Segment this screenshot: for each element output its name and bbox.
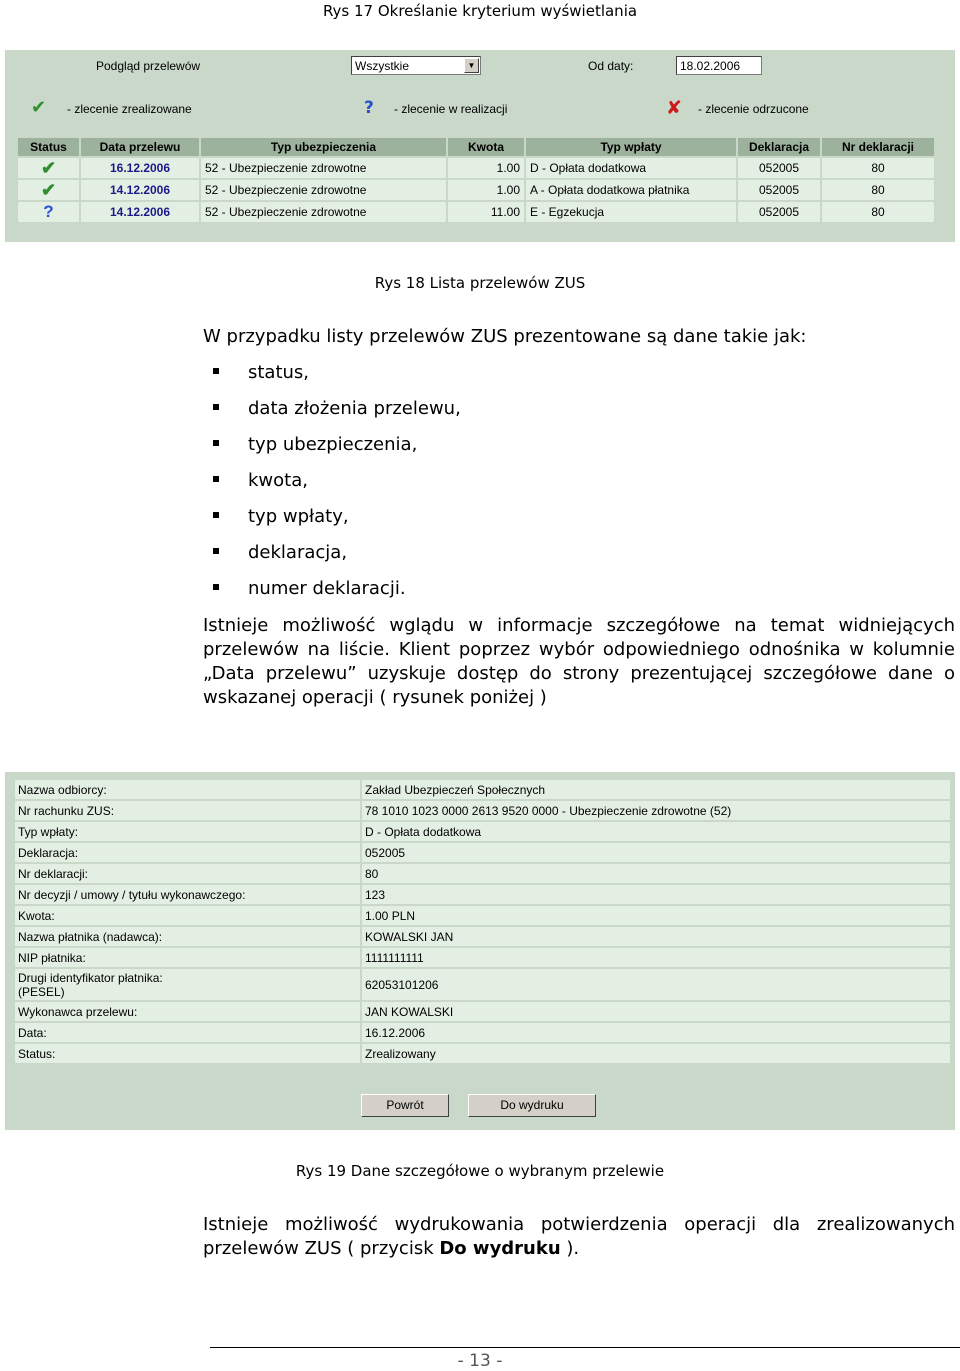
date-from-label: Od daty: [588,59,634,73]
detail-label-text: Status: [18,1046,56,1061]
bullet-marker [213,368,219,374]
bullet-marker [213,476,219,482]
detail-row [15,822,950,841]
bullet-item: typ wpłaty, [248,506,349,527]
detail-label [15,948,360,967]
detail-label [15,1023,360,1042]
col-insurance: Typ ubezpieczenia [201,138,446,156]
payment-type-cell: E - Egzekucja [526,202,736,222]
question-icon: ? [43,202,54,221]
table-row [18,158,934,178]
detail-value: 052005 [362,843,950,862]
date-link[interactable] [81,180,199,200]
detail-label [15,927,360,946]
detail-row [15,969,950,1000]
detail-value: 78 1010 1023 0000 2613 9520 0000 - Ubezpieczenie zdrowotne (52) [362,801,950,820]
amount-cell: 11.00 [448,202,524,222]
final-line-2-post: ). [560,1238,580,1259]
final-line-2 [203,1237,579,1261]
detail-label-text: Drugi identyfikator płatnika: [18,970,163,985]
col-status: Status [18,138,79,156]
print-button-reference: Do wydruku [439,1238,561,1259]
check-icon: ✔ [31,97,47,118]
detail-row [15,927,950,946]
view-filter-label: Podgląd przelewów [96,59,201,73]
detail-label [15,1044,360,1063]
bullet-item: typ ubezpieczenia, [248,434,418,455]
detail-label [15,969,360,1000]
footer-divider [210,1347,960,1348]
insurance-cell: 52 - Ubezpieczenie zdrowotne [201,202,446,222]
date-link-text[interactable]: 16.12.2006 [109,161,171,175]
decl-no-cell: 80 [822,158,934,178]
col-payment-type: Typ wpłaty [526,138,736,156]
check-icon: ✔ [40,158,57,178]
detail-label-text: Wykonawca przelewu: [18,1004,138,1019]
amount-cell: 1.00 [448,158,524,178]
legend-done: - zlecenie zrealizowane [67,102,192,116]
detail-label-text: Data: [18,1025,47,1040]
bullet-item: numer deklaracji. [248,578,406,599]
detail-label [15,1002,360,1021]
final-line-2-pre: przelewów ZUS ( przycisk [203,1238,440,1259]
detail-label-text: Nr deklaracji: [18,866,89,881]
detail-value: 1.00 PLN [362,906,950,925]
payment-type-cell: A - Opłata dodatkowa płatnika [526,180,736,200]
bullet-marker [213,584,219,590]
detail-label [15,780,360,799]
paragraph-line: wskazanej operacji ( rysunek poniżej ) [203,687,547,708]
detail-label-text: NIP płatnika: [18,950,86,965]
date-from-input[interactable] [676,56,762,75]
detail-row [15,1002,950,1021]
detail-row [15,948,950,967]
figure-caption-18: Rys 18 Lista przelewów ZUS [374,274,586,292]
bullet-marker [213,404,219,410]
status-cell [18,158,79,178]
col-declaration: Deklaracja [738,138,820,156]
detail-row [15,906,950,925]
bullet-marker [213,548,219,554]
detail-label [15,906,360,925]
detail-label-text: Typ wpłaty: [18,824,79,839]
check-icon: ✔ [40,180,57,200]
date-link[interactable] [81,202,199,222]
bullet-item: deklaracja, [248,542,348,563]
detail-row [15,1023,950,1042]
legend-rejected: - zlecenie odrzucone [698,102,809,116]
paragraph-line: przelewów na liście. Klient poprzez wybór odpowiedniego odnośnika w kolumnie [203,639,955,660]
detail-label-text: Nr rachunku ZUS: [18,803,115,818]
table-header-row [18,138,934,156]
intro-text: W przypadku listy przelewów ZUS prezentowane są dane takie jak: [203,326,807,347]
detail-row [15,864,950,883]
decl-no-cell: 80 [822,180,934,200]
amount-cell: 1.00 [448,180,524,200]
detail-label [15,843,360,862]
col-date: Data przelewu [81,138,199,156]
decl-no-cell: 80 [822,202,934,222]
page-number: - 13 - [457,1351,503,1371]
bullet-marker [213,440,219,446]
detail-value: Zakład Ubezpieczeń Społecznych [362,780,950,799]
table-row [18,202,934,222]
detail-row [15,1044,950,1063]
view-filter-value: Wszystkie [355,59,409,73]
figure-caption-17: Rys 17 Określanie kryterium wyświetlania [322,2,638,20]
question-icon: ? [364,98,374,118]
detail-row [15,801,950,820]
date-link-text[interactable]: 14.12.2006 [109,205,171,219]
detail-row [15,885,950,904]
detail-label-text: Nazwa płatnika (nadawca): [18,929,163,944]
insurance-cell: 52 - Ubezpieczenie zdrowotne [201,180,446,200]
payment-type-cell: D - Opłata dodatkowa [526,158,736,178]
detail-value: 62053101206 [362,969,950,1000]
bullet-marker [213,512,219,518]
back-button[interactable]: Powrót [361,1094,449,1117]
date-link-text[interactable]: 14.12.2006 [109,183,171,197]
transfer-details-panel [5,772,955,1130]
view-filter-select[interactable] [351,56,481,75]
paragraph-line: Istnieje możliwość wglądu w informacje szczegółowe na temat widniejących [203,615,955,636]
table-row [18,180,934,200]
bullet-item: data złożenia przelewu, [248,398,461,419]
detail-label-text: Kwota: [18,908,55,923]
detail-label-text-2: (PESEL) [18,984,65,999]
detail-value: 123 [362,885,950,904]
declaration-cell: 052005 [738,202,820,222]
print-button[interactable]: Do wydruku [468,1094,596,1117]
insurance-cell: 52 - Ubezpieczenie zdrowotne [201,158,446,178]
cross-icon: ✘ [666,97,682,119]
detail-label [15,822,360,841]
detail-value: Zrealizowany [362,1044,950,1063]
declaration-cell: 052005 [738,180,820,200]
detail-row [15,843,950,862]
detail-label [15,885,360,904]
details-table [13,778,952,1065]
status-cell [18,180,79,200]
detail-value: D - Opłata dodatkowa [362,822,950,841]
date-from-value: 18.02.2006 [680,59,741,73]
detail-label-text: Deklaracja: [18,845,79,860]
col-decl-no: Nr deklaracji [822,138,934,156]
figure-caption-19: Rys 19 Dane szczegółowe o wybranym przelewie [295,1162,665,1180]
bullet-item: status, [248,362,310,383]
legend-in-progress: - zlecenie w realizacji [394,102,508,116]
date-link[interactable] [81,158,199,178]
detail-row [15,780,950,799]
bullet-item: kwota, [248,470,308,491]
detail-value: 16.12.2006 [362,1023,950,1042]
detail-label [15,801,360,820]
transfers-table [16,136,936,224]
detail-label-text: Nr decyzji / umowy / tytułu wykonawczego: [18,887,246,902]
detail-value: JAN KOWALSKI [362,1002,950,1021]
declaration-cell: 052005 [738,158,820,178]
col-amount: Kwota [448,138,524,156]
detail-value: KOWALSKI JAN [362,927,950,946]
detail-value: 1111111111 [362,948,950,967]
status-cell [18,202,79,222]
detail-label-text: Nazwa odbiorcy: [18,782,107,797]
detail-value: 80 [362,864,950,883]
paragraph-line: „Data przelewu” uzyskuje dostęp do strony prezentującej szczegółowe dane o [203,663,955,684]
final-line-1: Istnieje możliwość wydrukowania potwierdzenia operacji dla zrealizowanych [203,1214,955,1235]
chevron-down-icon[interactable]: ▼ [464,58,479,73]
detail-label [15,864,360,883]
